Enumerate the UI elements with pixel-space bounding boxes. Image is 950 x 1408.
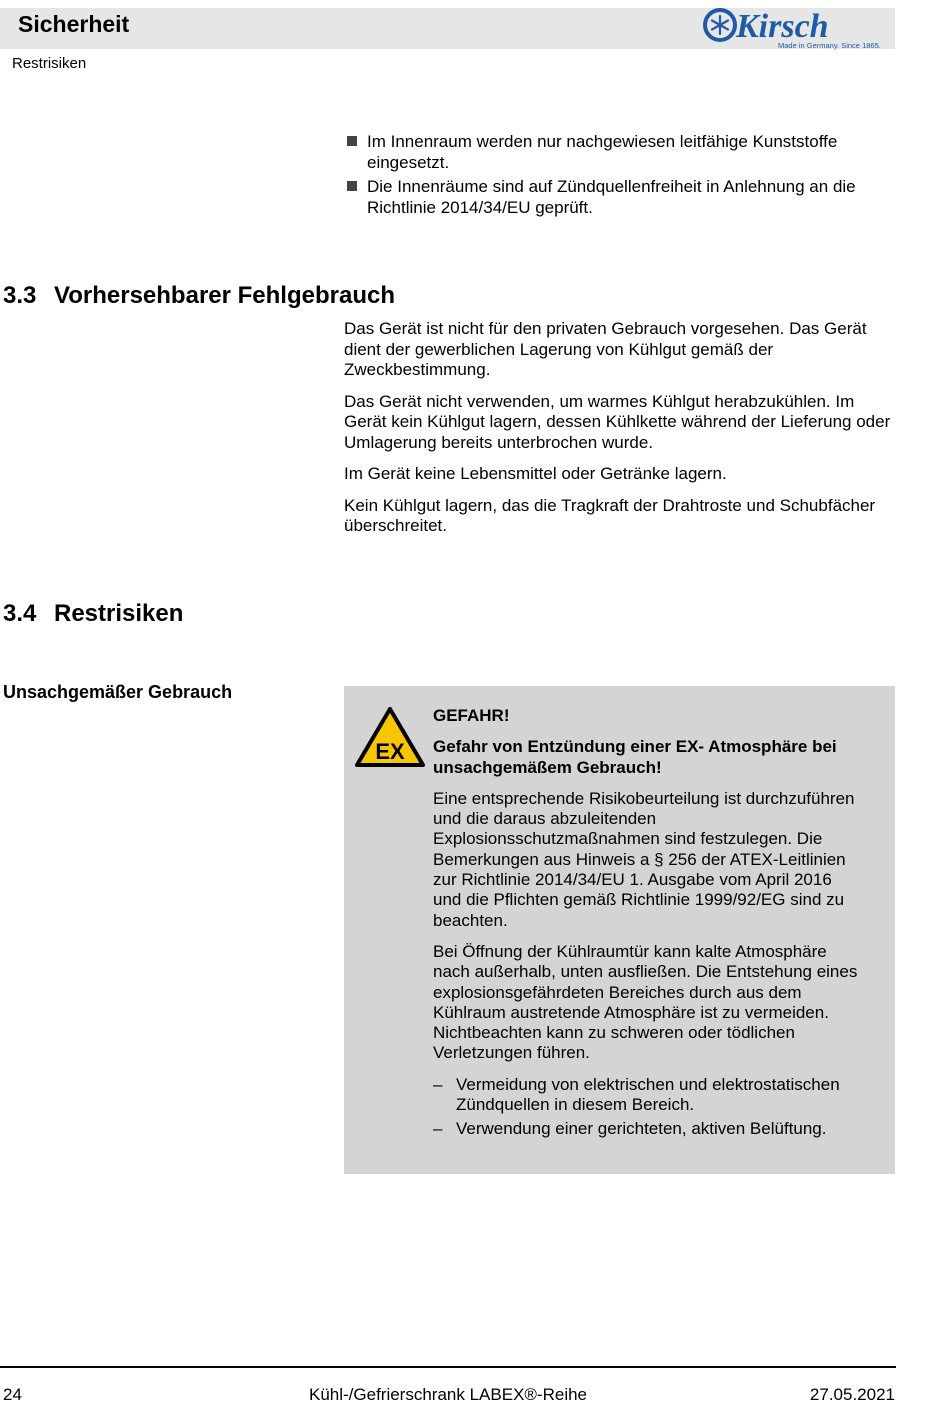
- paragraph: Kein Kühlgut lagern, das die Tragkraft der Drahtroste und Schubfächer überschreitet.: [344, 495, 876, 535]
- square-bullet-icon: [347, 181, 357, 191]
- ex-label: EX: [375, 739, 405, 764]
- ex-warning-icon: [354, 706, 426, 768]
- footer-date: 27.05.2021: [809, 1385, 895, 1404]
- list-item-text: Im Innenraum werden nur nachgewiesen leitfähige Kunststoffe eingesetzt.: [367, 132, 838, 172]
- section-number: 3.4: [3, 600, 37, 627]
- footer-rule: [0, 1366, 896, 1368]
- section-heading-3-3: [3, 282, 395, 310]
- list-item-text: Verwendung einer gerichteten, aktiven Belüftung.: [456, 1119, 827, 1139]
- danger-content: [433, 706, 863, 1144]
- list-item: [433, 1075, 863, 1116]
- paragraph: Das Gerät ist nicht für den privaten Gebrauch vorgesehen. Das Gerät dient der gewerblichen Lagerung von Kühlgut gemäß der Zweckbestimmung.: [344, 319, 867, 379]
- logo-wordmark: Kirsch: [736, 8, 829, 45]
- misuse-text: [344, 319, 894, 548]
- square-bullet-icon: [347, 136, 357, 146]
- page-title: Sicherheit: [18, 11, 130, 37]
- section-number: 3.3: [3, 282, 37, 309]
- paragraph: Im Gerät keine Lebensmittel oder Getränke lagern.: [344, 464, 727, 483]
- kirsch-logo: [698, 4, 894, 50]
- section-title: Restrisiken: [54, 600, 184, 627]
- list-item-text: Die Innenräume sind auf Zündquellenfreiheit in Anlehnung an die Richtlinie 2014/34/EU geprüft.: [367, 177, 856, 217]
- bullet-list: [346, 131, 891, 221]
- section-title: Vorhersehbarer Fehlgebrauch: [54, 282, 395, 309]
- list-item: [346, 176, 891, 218]
- section-heading-3-4: [3, 600, 183, 628]
- logo-tagline: Made in Germany. Since 1865.: [778, 41, 881, 50]
- dash-bullet-icon: –: [433, 1119, 443, 1139]
- paragraph: Das Gerät nicht verwenden, um warmes Kühlgut herabzukühlen. Im Gerät kein Kühlgut lagern, dessen Kühlkette während der Lieferung oder Umlagerung bereits unterbrochen wurde.: [344, 391, 891, 452]
- danger-notice: [344, 686, 895, 1174]
- paragraph: Bei Öffnung der Kühlraumtür kann kalte Atmosphäre nach außerhalb, unten ausfließen. Die Entstehung eines explosionsgefährdeten Bereiches durch aus dem Kühlraum austretende Atmosphäre ist zu vermeiden. Nichtbeachten kann zu schweren oder tödlichen Verletzungen führen.: [433, 941, 858, 1063]
- footer-product: Kühl-/Gefrierschrank LABEX®-Reihe: [308, 1385, 588, 1404]
- page-number: 24: [3, 1385, 22, 1404]
- list-item-text: Vermeidung von elektrischen und elektrostatischen Zündquellen in diesem Bereich.: [456, 1074, 840, 1115]
- signal-word: GEFAHR!: [433, 706, 510, 725]
- subheading: Unsachgemäßer Gebrauch: [3, 682, 233, 702]
- list-item: [346, 131, 891, 173]
- paragraph: Eine entsprechende Risikobeurteilung ist durchzuführen und die daraus abzuleitenden Explosionsschutzmaßnahmen sind festzulegen. Die Bemerkungen aus Hinweis a § 256 der ATEX-Leitlinien zur Richtlinie 2014/34/EU 1. Ausgabe vom April 2016 und die Pflichten gemäß Richtlinie 1999/92/EG sind zu beachten.: [433, 788, 855, 930]
- breadcrumb: Restrisiken: [12, 55, 87, 72]
- list-item: [433, 1119, 863, 1139]
- dash-bullet-icon: –: [433, 1074, 443, 1094]
- measure-list: [433, 1075, 863, 1140]
- danger-heading: Gefahr von Entzündung einer EX- Atmosphäre bei unsachgemäßem Gebrauch!: [433, 737, 837, 777]
